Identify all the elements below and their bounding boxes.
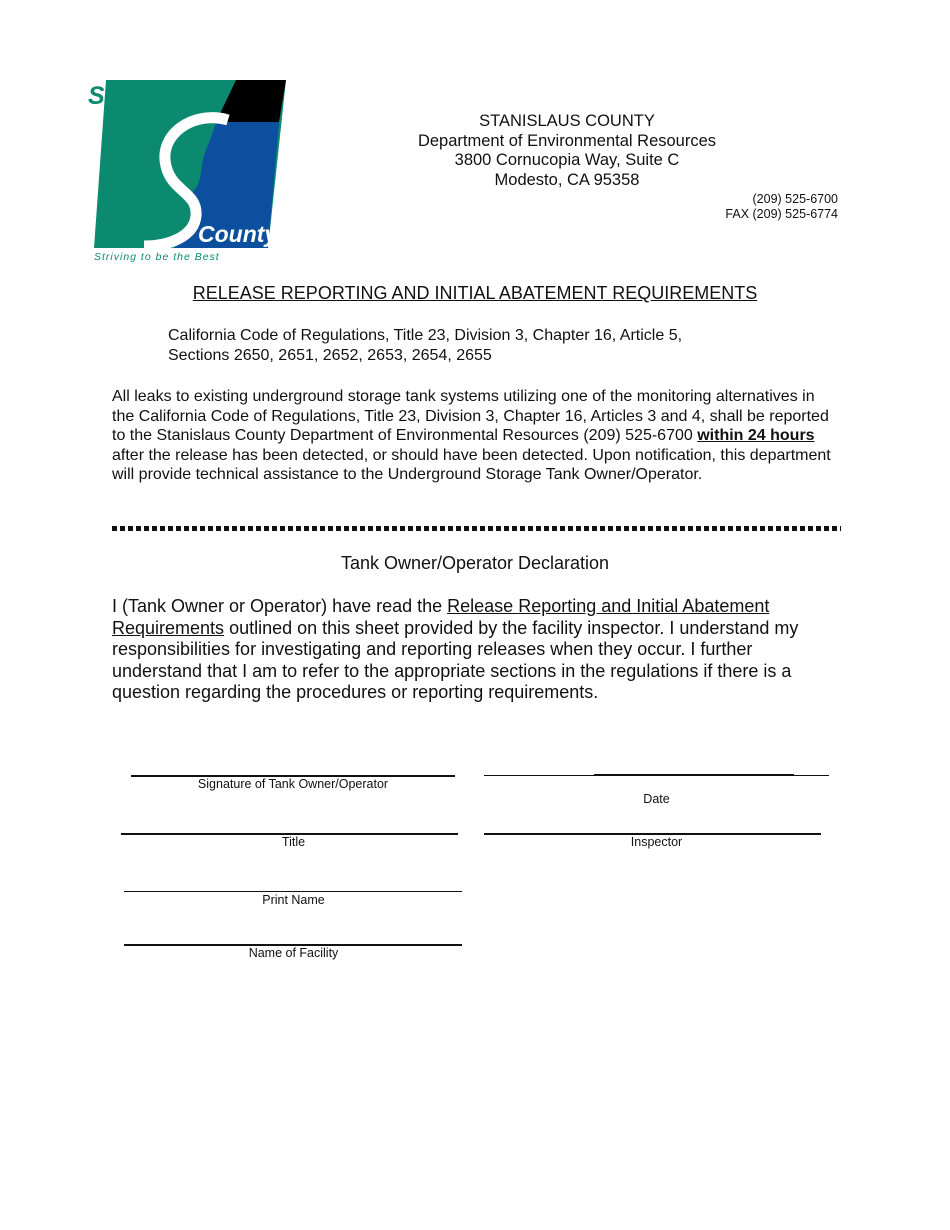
logo-word-county: County	[198, 221, 278, 247]
date-line-accent	[594, 774, 794, 776]
reporting-paragraph	[112, 387, 832, 485]
paragraph-emphasis: within 24 hours	[697, 427, 815, 444]
paragraph-text-end: after the release has been detected, or should have been detected. Upon notification, this department will provide technical assistance to the Underground Storage Tank Owner/Operator.	[112, 446, 831, 483]
stanislaus-county-logo	[86, 80, 286, 266]
agency-phones	[700, 192, 838, 222]
agency-name: STANISLAUS COUNTY	[479, 112, 655, 130]
citation-line: California Code of Regulations, Title 23, Division 3, Chapter 16, Article 5,	[168, 327, 683, 344]
declaration-underlined: Release Reporting and Initial Abatement Requirements	[112, 596, 770, 638]
inspector-label: Inspector	[630, 835, 683, 849]
agency-department: Department of Environmental Resources	[417, 131, 717, 150]
logo-tagline: Striving to be the Best	[94, 251, 220, 263]
date-label: Date	[643, 792, 670, 806]
agency-street: 3800 Cornucopia Way, Suite C	[454, 151, 680, 169]
logo-word-stanislaus: Stanislaus	[88, 82, 214, 110]
citation-line: Sections 2650, 2651, 2652, 2653, 2654, 2655	[168, 346, 492, 364]
declaration-text-end: outlined on this sheet provided by the facility inspector. I understand my responsibilities for investigating and reporting releases when they occur. I further understand that I am to refer to the appropriate sections in the regulations if there is a question regarding the procedures or reporting requirements.	[112, 617, 799, 702]
title-label: Title	[281, 835, 306, 849]
declaration-heading: Tank Owner/Operator Declaration	[340, 553, 610, 573]
declaration-text	[112, 596, 842, 704]
paragraph-text: All leaks to existing underground storage tank systems utilizing one of the monitoring alternatives in the California Code of Regulations, Title 23, Division 3, Chapter 16, Articles 3 and 4, shall be reported to the Stanislaus County Department of Environmental Resources (209) 525-6700	[112, 388, 829, 444]
agency-phone: (209) 525-6700	[752, 192, 838, 206]
dashed-divider	[112, 526, 841, 531]
document-title: RELEASE REPORTING AND INITIAL ABATEMENT REQUIREMENTS	[192, 283, 758, 303]
print-name-line[interactable]	[124, 891, 462, 892]
facility-name-label: Name of Facility	[248, 946, 339, 960]
agency-address	[392, 112, 742, 190]
regulation-citation	[168, 326, 682, 365]
declaration-text-start: I (Tank Owner or Operator) have read the	[112, 596, 448, 616]
signature-label: Signature of Tank Owner/Operator	[197, 777, 389, 791]
print-name-label: Print Name	[262, 893, 325, 907]
agency-fax: FAX (209) 525-6774	[725, 207, 838, 221]
agency-city: Modesto, CA 95358	[494, 170, 640, 189]
